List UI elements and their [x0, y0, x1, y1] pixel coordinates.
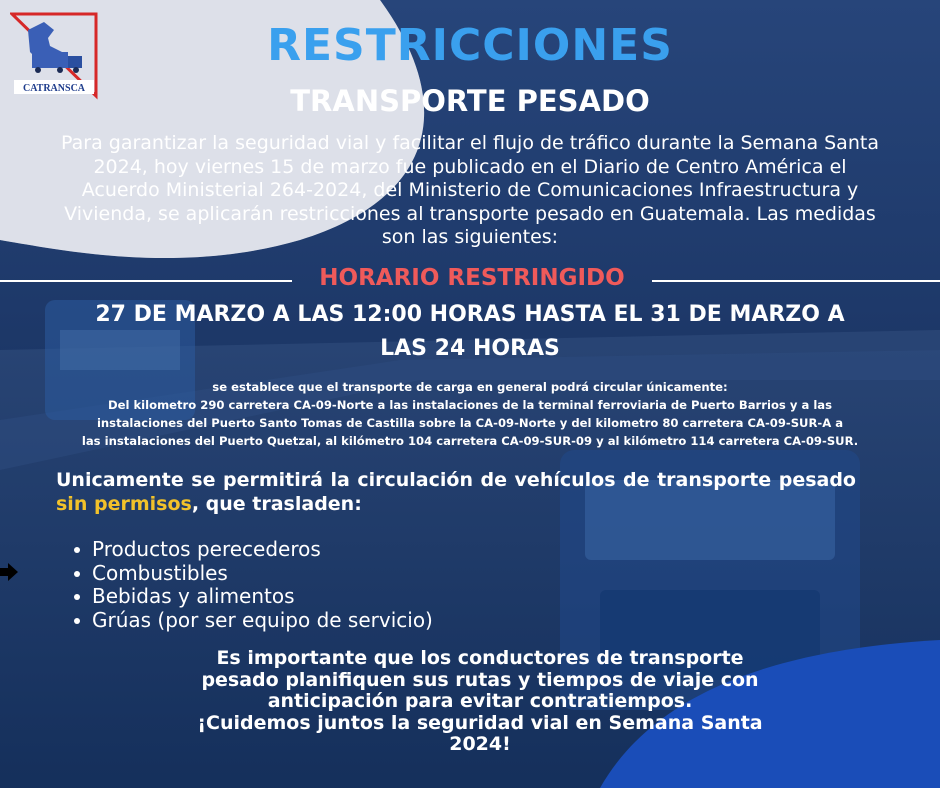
logo-text: CATRANSCA	[22, 83, 86, 94]
list-item: Productos perecederos	[70, 538, 433, 562]
closing-line: anticipación para evitar contratiempos.	[267, 690, 693, 712]
divider-right	[652, 280, 940, 282]
schedule-dates-line-2: LAS 24 HORAS	[380, 336, 560, 361]
intro-paragraph: Para garantizar la seguridad vial y facilitar el flujo de tráfico durante la Semana Santa 2024, hoy viernes 15 de marzo fue publicado en el Diario de Centro América el Acuerdo Ministerial 264-2024, del Ministerio de Comunicaciones Infraestructura y Vivienda, se aplicarán restricciones al transporte pesado en Guatemala. Las medidas son las siguientes:	[61, 132, 879, 248]
page-subtitle: TRANSPORTE PESADO	[290, 84, 650, 118]
route-details	[20, 378, 920, 450]
schedule-dates	[40, 298, 900, 366]
route-detail-line: instalaciones del Puerto Santo Tomas de Castilla sobre la CA-09-Norte y del kilometro 80 carretera CA-09-SUR-A a	[96, 416, 844, 430]
closing-line: ¡Cuidemos juntos la seguridad vial en Semana Santa	[197, 711, 763, 734]
permitted-intro-end: , que trasladen:	[191, 493, 362, 515]
page-title: RESTRICCIONES	[267, 20, 673, 71]
closing-message	[150, 648, 810, 756]
permitted-intro	[56, 468, 856, 516]
sin-permisos-highlight: sin permisos	[56, 493, 192, 515]
closing-line: 2024!	[449, 733, 511, 755]
route-detail-line: se establece que el transporte de carga en general podrá circular únicamente:	[212, 380, 728, 394]
list-item: Bebidas y alimentos	[70, 585, 433, 609]
closing-line: Es importante que los conductores de transporte	[216, 647, 744, 669]
schedule-heading: HORARIO RESTRINGIDO	[319, 265, 625, 291]
list-item: Grúas (por ser equipo de servicio)	[70, 609, 433, 633]
permitted-intro-start: Unicamente se permitirá la circulación de vehículos de transporte pesado	[56, 469, 856, 491]
list-item: Combustibles	[70, 562, 433, 586]
closing-line: pesado planifiquen sus rutas y tiempos de viaje con	[201, 668, 759, 691]
divider-left	[0, 280, 292, 282]
schedule-dates-line-1: 27 DE MARZO A LAS 12:00 HORAS HASTA EL 31 DE MARZO A	[95, 302, 845, 327]
permitted-items-list	[70, 538, 433, 632]
arrow-right-icon	[0, 563, 18, 581]
route-detail-line: Del kilometro 290 carretera CA-09-Norte a las instalaciones de la terminal ferroviaria de Puerto Barrios y a las	[107, 398, 833, 412]
route-detail-line: las instalaciones del Puerto Quetzal, al kilómetro 104 carretera CA-09-SUR-09 y al kilómetro 114 carretera CA-09-SUR.	[81, 434, 859, 448]
